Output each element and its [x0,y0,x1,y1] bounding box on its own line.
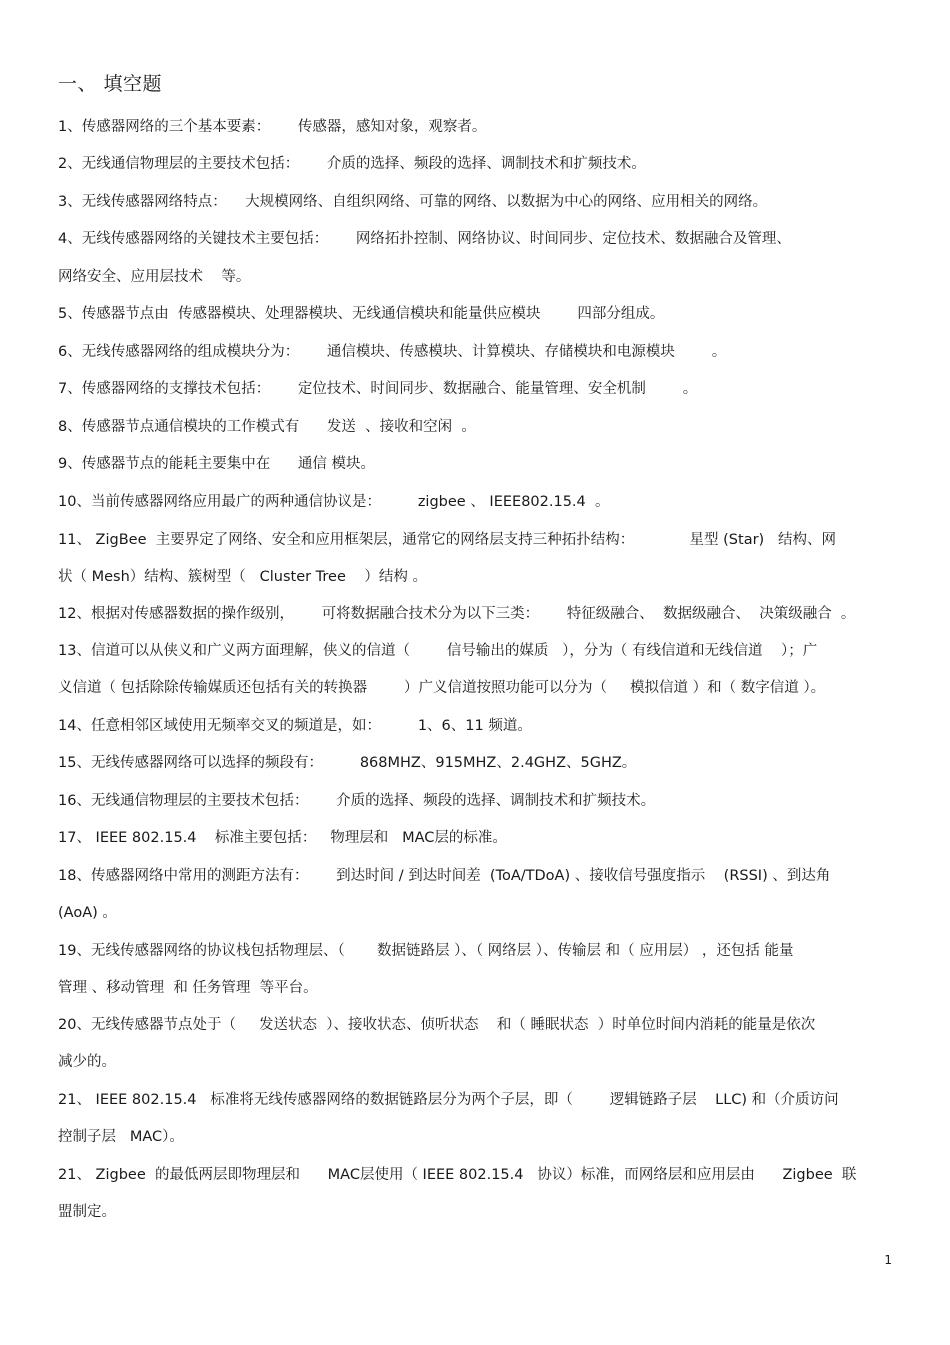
question-line-15: 15、无线传感器网络可以选择的频段有： 868MHZ、915MHZ、2.4GHZ、5GHZ。 [58,755,637,771]
question-line-20: 20、无线传感器节点处于（ 发送状态 ）、接收状态、侦听状态 和（ 睡眠状态 ）时单位时间内消耗的能量是依次 [58,1017,816,1033]
question-line-1: 1、传感器网络的三个基本要素： 传感器，感知对象，观察者。 [58,119,487,135]
question-line-14: 14、任意相邻区域使用无频率交叉的频道是，如： 1、6、11 频道。 [58,718,532,734]
question-line-5: 5、传感器节点由 传感器模块、处理器模块、无线通信模块和能量供应模块 四部分组成。 [58,306,665,322]
section-title: 一、 填空题 [58,73,163,95]
question-line-4: 4、无线传感器网络的关键技术主要包括： 网络拓扑控制、网络协议、时间同步、定位技术、数据融合及管理、 [58,231,791,247]
question-line-11-continued: 状（ Mesh）结构、簇树型（ Cluster Tree ）结构 。 [58,569,427,585]
question-line-18: 18、传感器网络中常用的测距方法有： 到达时间 / 到达时间差 (ToA/TDoA) 、接收信号强度指示 (RSSI) 、到达角 [58,868,831,884]
question-line-10: 10、当前传感器网络应用最广的两种通信协议是： zigbee 、 IEEE802.15.4 。 [58,494,610,510]
question-line-4-continued: 网络安全、应用层技术 等。 [58,269,251,285]
question-line-9: 9、传感器节点的能耗主要集中在 通信 模块。 [58,456,375,472]
question-line-18-continued: (AoA) 。 [58,905,117,921]
question-line-20-continued: 减少的。 [58,1054,116,1070]
question-line-6: 6、无线传感器网络的组成模块分为： 通信模块、传感模块、计算模块、存储模块和电源模块 。 [58,344,727,360]
question-line-3: 3、无线传感器网络特点： 大规模网络、自组织网络、可靠的网络、以数据为中心的网络、应用相关的网络。 [58,194,768,210]
question-line-7: 7、传感器网络的支撑技术包括： 定位技术、时间同步、数据融合、能量管理、安全机制 。 [58,381,698,397]
question-line-19: 19、无线传感器网络的协议栈包括物理层、（ 数据链路层 ）、（ 网络层 ）、传输层 和（ 应用层） ，还包括 能量 [58,943,794,959]
question-line-2: 2、无线通信物理层的主要技术包括： 介质的选择、频段的选择、调制技术和扩频技术。 [58,156,646,172]
question-line-21b: 21、 Zigbee 的最低两层即物理层和 MAC层使用（ IEEE 802.15.4 协议）标准，而网络层和应用层由 Zigbee 联 [58,1167,857,1183]
question-line-21b-continued: 盟制定。 [58,1204,116,1220]
question-line-13: 13、信道可以从侠义和广义两方面理解，侠义的信道（ 信号输出的媒质 ），分为（ 有线信道和无线信道 ）；广 [58,643,818,659]
question-line-11: 11、 ZigBee 主要界定了网络、安全和应用框架层，通常它的网络层支持三种拓扑结构： 星型 (Star) 结构、网 [58,532,837,548]
question-line-17: 17、 IEEE 802.15.4 标准主要包括： 物理层和 MAC层的标准。 [58,830,507,846]
page-number: 1 [884,1253,892,1267]
question-line-21: 21、 IEEE 802.15.4 标准将无线传感器网络的数据链路层分为两个子层，即（ 逻辑链路子层 LLC) 和（介质访问 [58,1092,839,1108]
question-line-12: 12、根据对传感器数据的操作级别， 可将数据融合技术分为以下三类： 特征级融合、 数据级融合、 决策级融合 。 [58,606,856,622]
question-line-13-continued: 义信道（ 包括除除传输媒质还包括有关的转换器 ）广义信道按照功能可以分为（ 模拟信道 ）和（ 数字信道 ）。 [58,680,826,696]
question-line-21-continued: 控制子层 MAC）。 [58,1129,184,1145]
question-line-16: 16、无线通信物理层的主要技术包括： 介质的选择、频段的选择、调制技术和扩频技术。 [58,793,656,809]
question-line-8: 8、传感器节点通信模块的工作模式有 发送 、接收和空闲 。 [58,419,476,435]
question-line-19-continued: 管理 、移动管理 和 任务管理 等平台。 [58,980,318,996]
